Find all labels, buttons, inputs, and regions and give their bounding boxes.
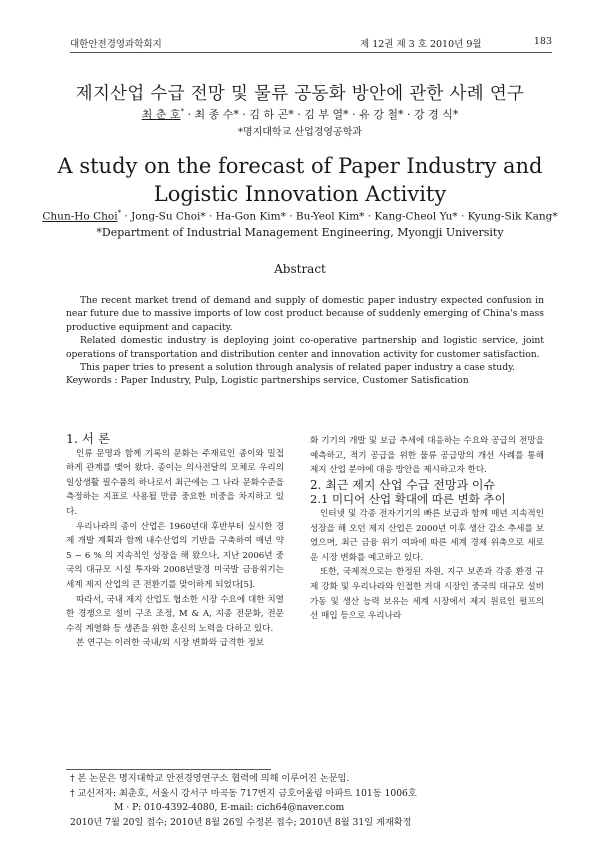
korean-affiliation: *명지대학교 산업경영공학과 (237, 127, 363, 138)
body-paragraph: 인터넷 및 각종 전자기기의 빠른 보급과 함께 매년 지속적인 성장을 해 오던 제지 산업은 2000년 이후 생산 감소 추세를 보였으며, 최근 금융 위기 여파에 따른 세계 경제 위축으로 새로운 시장 변화를 예고하고 있다. (310, 508, 544, 563)
issue-info: 제 12권 제 3 호 2010년 9월 (360, 39, 482, 50)
footnotes (70, 772, 544, 830)
section-heading-2: 2. 최근 제지 산업 수급 전망과 이슈 (310, 477, 496, 492)
body-paragraph: 따라서, 국내 제지 산업도 협소한 시장 수요에 대한 치열한 경쟁으로 설비 구조 조정, M & A, 지종 전문화, 전문 수직 계열화 등 생존을 위한 혼신의 노력을 다하고 있다. (66, 594, 284, 634)
footnote-dates: 2010년 7월 20일 접수; 2010년 8월 26일 수정본 접수; 2010년 8월 31일 게재확정 (70, 816, 412, 828)
english-first-author: Chun-Ho Choi (42, 210, 118, 223)
abstract-heading: Abstract (274, 262, 326, 276)
left-column (66, 432, 284, 651)
english-title: A study on the forecast of Paper Industry and Logistic Innovation Activity (57, 154, 543, 206)
footnote-funding: † 본 논문은 명지대학교 안전경영연구소 협력에 의해 이루어진 논문임. (70, 773, 350, 784)
page-number: 183 (533, 36, 552, 47)
body-paragraph: 우리나라의 종이 산업은 1960년대 후반부터 실시한 경제 개발 계획과 함께 내수산업의 기반을 구축하여 매년 약 5 ~ 6 % 의 지속적인 성장을 해 왔으나, 지난 2006년 중국의 대규모 시설 투자와 2008년말경 미국발 금융위기는 세계 제지 산업의 큰 전환기를 맞이하게 되었다[5]. (66, 521, 284, 590)
english-authors (40, 209, 560, 223)
header-rule (70, 52, 552, 53)
abstract-paragraph: Related domestic industry is deploying joint co-operative partnership and logistic service, joint operations of transportation and distribution center and innovation activity for customer satisfaction. (66, 335, 544, 360)
english-coauthors: · Jong-Su Choi* · Ha-Gon Kim* · Bu-Yeol Kim* · Kang-Cheol Yu* · Kyung-Sik Kang* (121, 210, 558, 223)
english-affiliation: *Department of Industrial Management Engineering, Myongji University (96, 226, 504, 239)
author-mark: * (117, 209, 122, 217)
body-paragraph: 인류 문명과 함께 기록의 문화는 주재료인 종이와 밀접하게 관계를 맺어 왔다. 종이는 의사전달의 모체로 우리의 일상생활 필수품의 하나로서 최근에는 그 나라 문화수준을 측정하는 지표로 사용될 만큼 중요한 비중을 차지하고 있다. (66, 448, 284, 517)
section-heading-introduction: 1. 서 론 (66, 431, 111, 446)
abstract-paragraph: This paper tries to present a solution through analysis of related paper industry a case study. (80, 362, 515, 374)
footnote-rule (66, 769, 271, 770)
running-header (70, 36, 552, 50)
author-mark: * (180, 107, 185, 116)
keywords: Keywords : Paper Industry, Pulp, Logistic partnerships service, Customer Satisfication (66, 375, 469, 387)
korean-first-author: 최 춘 호 (141, 108, 181, 121)
korean-authors (0, 106, 600, 122)
abstract-body (66, 294, 544, 388)
subsection-heading-2-1: 2.1 미디어 산업 확대에 따른 변화 추이 (310, 492, 506, 507)
body-paragraph-continuation: 화 기기의 개발 및 보급 추세에 대응하는 수요와 공급의 전망을 예측하고, 적기 공급을 위한 물류 공급망의 개선 사례를 통해 제지 산업 분야에 대응 방안을 제시하고자 한다. (310, 436, 544, 476)
body-paragraph: 또한, 국제적으로는 한정된 자원, 지구 보존과 각종 환경 규제 강화 및 우리나라와 인접한 거대 시장인 중국의 대규모 설비 가동 및 생산 능력 보유는 세계 시장에서 제지 원료인 펄프의 선 매입 등으로 우리나라 (310, 567, 544, 622)
korean-coauthors: · 최 종 수* · 김 하 곤* · 김 부 열* · 유 강 철* · 강 경 식* (187, 108, 459, 121)
footnote-corresponding-author: † 교신저자: 최춘호, 서울시 강서구 마곡동 717번지 금호어울림 아파트 101동 1006호 (70, 787, 417, 799)
korean-title: 제지산업 수급 전망 및 물류 공동화 방안에 관한 사례 연구 (75, 84, 525, 104)
body-paragraph: 본 연구는 이러한 국내/외 시장 변화와 급격한 정보 (76, 638, 265, 649)
right-column (310, 434, 544, 624)
journal-name: 대한안전경영과학회지 (70, 39, 162, 50)
abstract-paragraph: The recent market trend of demand and supply of domestic paper industry expected confusion in near future due to massive imports of low cost product because of suddenly emerging of China's mass productive equipment and capacity. (66, 295, 544, 333)
footnote-contact: M · P: 010-4392-4080, E-mail: cich64@naver.com (114, 802, 345, 814)
